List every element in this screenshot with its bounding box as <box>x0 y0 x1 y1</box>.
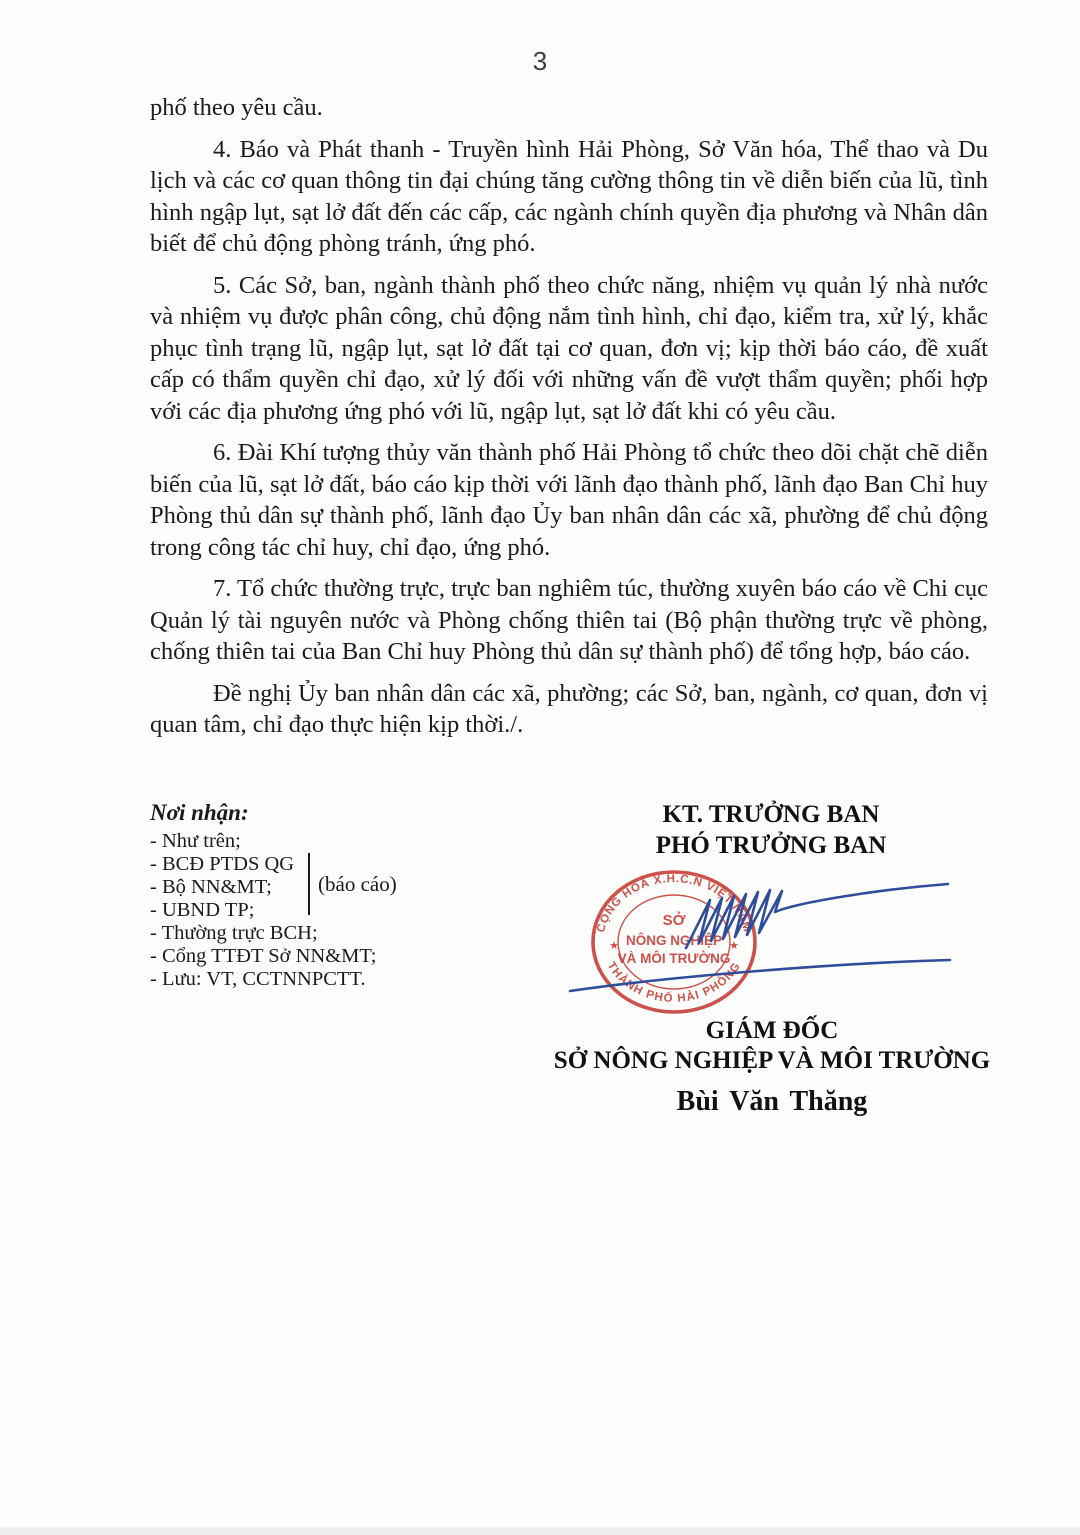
document-body <box>150 92 988 741</box>
recipients-heading: Nơi nhận: <box>150 800 249 825</box>
recipients-bracket-line <box>308 853 310 915</box>
stamp-ring-text-top: CỘNG HOÀ X.H.C.N VIỆT NAM <box>595 873 753 934</box>
director-role: GIÁM ĐỐC <box>705 1017 839 1044</box>
stamp-center-line2: NÔNG NGHIỆP <box>625 933 723 948</box>
stamp-star-right-icon: ★ <box>729 940 739 952</box>
director-signature-block <box>548 1016 996 1118</box>
stamp-center-line3: VÀ MÔI TRƯỜNG <box>617 951 731 966</box>
signature-underline <box>570 960 950 991</box>
paragraph-7: 7. Tổ chức thường trực, trực ban nghiêm túc, thường xuyên báo cáo về Chi cục Quản lý tài nguyên nước và Phòng chống thiên tai (Bộ phận thường trực về phòng, chống thiên tai của Ban Chỉ huy Phòng thủ dân sự thành phố) để tổng hợp, báo cáo. <box>150 575 988 665</box>
stamp-center-line1: SỞ <box>662 912 686 929</box>
paragraph-6: 6. Đài Khí tượng thủy văn thành phố Hải Phòng tổ chức theo dõi chặt chẽ diễn biến của lũ, sạt lở đất, báo cáo kịp thời với lãnh đạo thành phố, lãnh đạo Ban Chỉ huy Phòng thủ dân sự thành phố, lãnh đạo Ủy ban nhân dân các xã, phường để chủ động trong công tác chỉ huy, chỉ đạo, ứng phó. <box>150 439 988 561</box>
signature-zigzag <box>686 884 948 948</box>
signing-title-line1: KT. TRƯỞNG BAN <box>662 801 880 828</box>
signer-name: Bùi Văn Thăng <box>676 1086 868 1117</box>
recipients-bracket-note: (báo cáo) <box>318 872 397 896</box>
recipients-block <box>150 800 480 991</box>
stamp-ring-text-bottom: THÀNH PHỐ HẢI PHÒNG <box>604 960 744 1006</box>
director-organization: SỞ NÔNG NGHIỆP VÀ MÔI TRƯỜNG <box>553 1047 991 1074</box>
signature-scrawl <box>552 860 964 1002</box>
page-number: 3 <box>532 46 548 76</box>
signing-title-line2: PHÓ TRƯỞNG BAN <box>655 832 887 859</box>
recipient-item: - Lưu: VT, CCTNNPCTT. <box>150 968 366 990</box>
page-bottom-edge <box>0 1527 1080 1535</box>
recipient-item: - Cổng TTĐT Sở NN&MT; <box>150 945 377 967</box>
recipient-item: - Như trên; <box>150 830 241 852</box>
recipient-item: - UBND TP; <box>150 899 255 921</box>
recipient-item: - Thường trực BCH; <box>150 922 318 944</box>
stamp-star-left-icon: ★ <box>609 940 619 952</box>
recipient-item: - Bộ NN&MT; <box>150 876 272 898</box>
recipients-list <box>150 830 480 991</box>
recipient-item: - BCĐ PTDS QG <box>150 853 295 875</box>
paragraph-5: 5. Các Sở, ban, ngành thành phố theo chức năng, nhiệm vụ quản lý nhà nước và nhiệm vụ được phân công, chủ động nắm tình hình, chỉ đạo, kiểm tra, xử lý, khắc phục tình trạng lũ, ngập lụt, sạt lở đất tại cơ quan, đơn vị; kịp thời báo cáo, đề xuất cấp có thẩm quyền chỉ đạo, xử lý đối với những vấn đề vượt thẩm quyền; phối hợp với các địa phương ứng phó với lũ, ngập lụt, sạt lở đất khi có yêu cầu. <box>150 271 988 425</box>
paragraph-closing: Đề nghị Ủy ban nhân dân các xã, phường; các Sở, ban, ngành, cơ quan, đơn vị quan tâm, chỉ đạo thực hiện kịp thời./. <box>150 679 988 738</box>
paragraph-continuation: phố theo yêu cầu. <box>150 94 323 121</box>
paragraph-4: 4. Báo và Phát thanh - Truyền hình Hải Phòng, Sở Văn hóa, Thể thao và Du lịch và các cơ quan thông tin đại chúng tăng cường thông tin về diễn biến của lũ, tình hình ngập lụt, sạt lở đất đến các cấp, các ngành chính quyền địa phương và Nhân dân biết để chủ động phòng tránh, ứng phó. <box>150 135 988 257</box>
signing-authority-title <box>555 799 987 861</box>
